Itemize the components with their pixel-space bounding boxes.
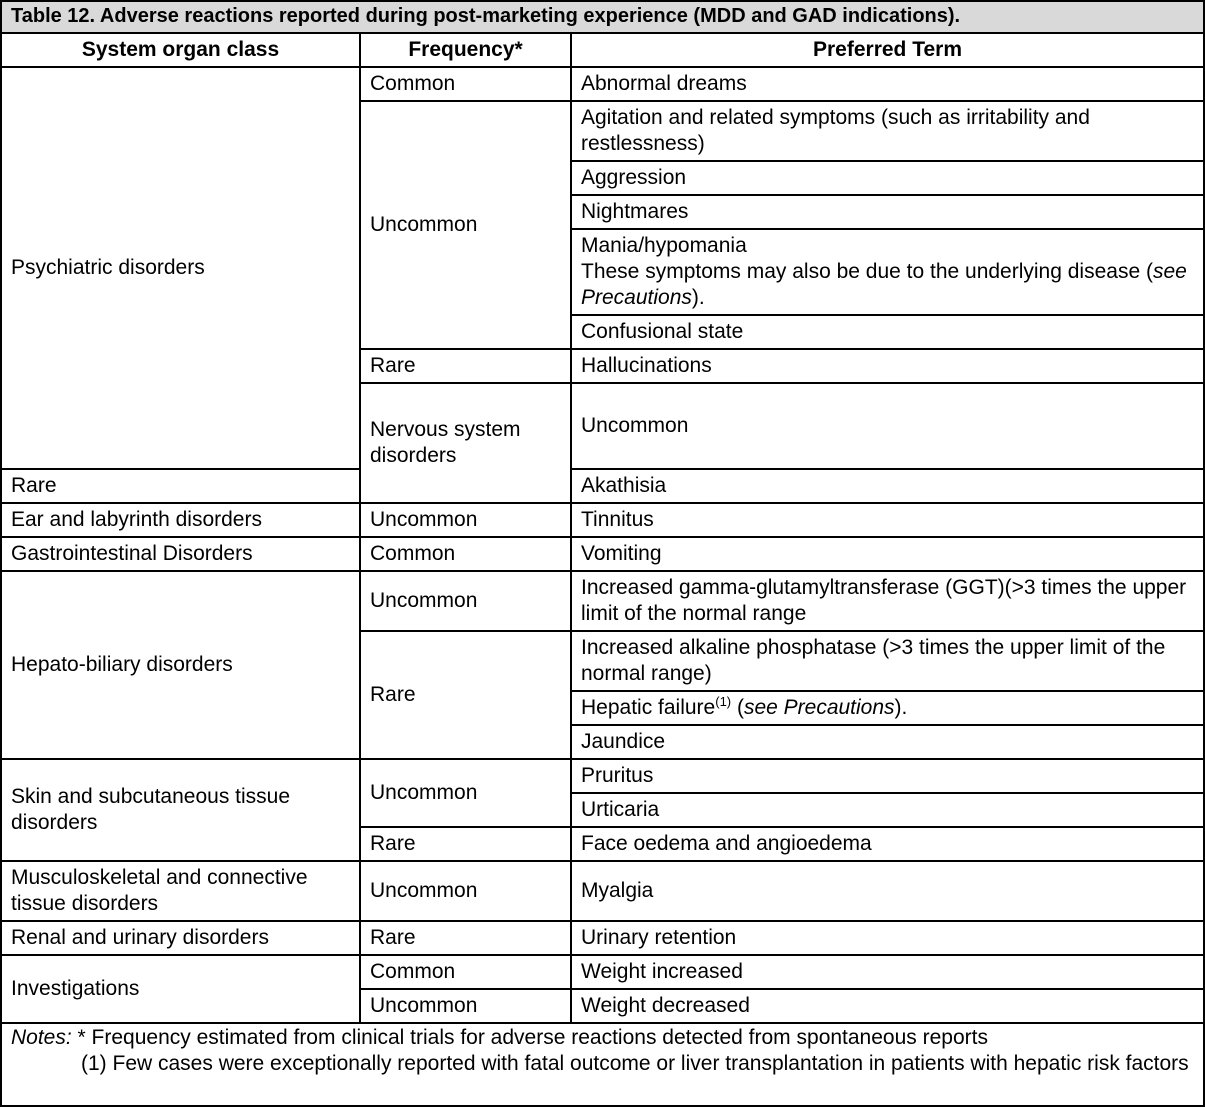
frequency-cell: Uncommon: [360, 759, 571, 827]
term-cell: Weight increased: [571, 955, 1204, 989]
frequency-cell: Uncommon: [360, 571, 571, 631]
soc-cell: Skin and subcutaneous tissue disorders: [1, 759, 360, 861]
notes-row: [1, 1023, 1204, 1106]
soc-cell: Hepato-biliary disorders: [1, 571, 360, 759]
soc-cell: Psychiatric disorders: [1, 67, 360, 469]
soc-cell: Nervous system disorders: [360, 383, 571, 503]
term-cell: Weight decreased: [571, 989, 1204, 1023]
term-cell: Increased alkaline phosphatase (>3 times the upper limit of the normal range): [571, 631, 1204, 691]
header-system-organ-class: System organ class: [1, 33, 360, 67]
see-precautions-text: see Precautions: [743, 696, 895, 719]
table-row: [1, 67, 1204, 101]
term-cell: Confusional state: [571, 315, 1204, 349]
frequency-cell: Rare: [360, 349, 571, 383]
term-cell: Tinnitus: [571, 503, 1204, 537]
frequency-cell: Common: [360, 955, 571, 989]
term-cell: [571, 691, 1204, 725]
term-cell: Urinary retention: [571, 921, 1204, 955]
soc-cell: Musculoskeletal and connective tissue disorders: [1, 861, 360, 921]
note-1: [11, 1025, 1194, 1051]
frequency-cell: Uncommon: [360, 101, 571, 349]
term-mania-note-end: ).: [691, 286, 705, 309]
term-cell: Hallucinations: [571, 349, 1204, 383]
frequency-cell: Uncommon: [571, 383, 1204, 469]
term-cell: Vomiting: [571, 537, 1204, 571]
note-2: (1) Few cases were exceptionally reported with fatal outcome or liver transplantation in patients with hepatic risk factors: [81, 1052, 1189, 1075]
frequency-cell: Rare: [360, 827, 571, 861]
frequency-cell: Uncommon: [360, 989, 571, 1023]
table-row: [1, 921, 1204, 955]
header-frequency: Frequency*: [360, 33, 571, 67]
term-hepatic-failure-open: (: [731, 696, 744, 719]
term-mania-note: These symptoms may also be due to the underlying disease (: [581, 260, 1153, 283]
notes-cell: [1, 1023, 1204, 1106]
header-preferred-term: Preferred Term: [571, 33, 1204, 67]
header-row: [1, 33, 1204, 67]
term-cell: Aggression: [571, 161, 1204, 195]
term-cell: Abnormal dreams: [571, 67, 1204, 101]
footnote-marker: (1): [715, 694, 732, 709]
term-cell: Agitation and related symptoms (such as irritability and restlessness): [571, 101, 1204, 161]
term-cell: Myalgia: [571, 861, 1204, 921]
table-row: [1, 537, 1204, 571]
frequency-cell: Rare: [1, 469, 360, 503]
table-caption: Table 12. Adverse reactions reported during post-marketing experience (MDD and GAD indications).: [1, 1, 1204, 33]
soc-cell: Investigations: [1, 955, 360, 1023]
frequency-cell: Uncommon: [360, 503, 571, 537]
frequency-cell: Common: [360, 67, 571, 101]
soc-cell: Renal and urinary disorders: [1, 921, 360, 955]
frequency-cell: Uncommon: [360, 861, 571, 921]
table-row: [1, 571, 1204, 631]
frequency-cell: Rare: [360, 631, 571, 759]
notes-label: Notes:: [11, 1026, 72, 1049]
term-cell: Akathisia: [571, 469, 1204, 503]
table-row: [1, 861, 1204, 921]
frequency-cell: Common: [360, 537, 571, 571]
table-row: [1, 469, 1204, 503]
term-cell: [571, 229, 1204, 315]
table-row: [1, 759, 1204, 793]
frequency-cell: Rare: [360, 921, 571, 955]
term-cell: Face oedema and angioedema: [571, 827, 1204, 861]
term-cell: Pruritus: [571, 759, 1204, 793]
term-cell: Urticaria: [571, 793, 1204, 827]
term-hepatic-failure-close: ).: [894, 696, 908, 719]
table-row: [1, 503, 1204, 537]
soc-cell: Gastrointestinal Disorders: [1, 537, 360, 571]
term-cell: Nightmares: [571, 195, 1204, 229]
term-mania: Mania/hypomania: [581, 234, 747, 257]
see-precautions-text: see Precautions: [581, 260, 1187, 309]
table-row: [1, 955, 1204, 989]
caption-row: [1, 1, 1204, 33]
term-hepatic-failure: Hepatic failure: [581, 696, 716, 719]
soc-cell: Ear and labyrinth disorders: [1, 503, 360, 537]
term-cell: Jaundice: [571, 725, 1204, 759]
note-1-text: * Frequency estimated from clinical trials for adverse reactions detected from spontaneous reports: [77, 1026, 988, 1049]
term-cell: Increased gamma-glutamyltransferase (GGT)(>3 times the upper limit of the normal range: [571, 571, 1204, 631]
